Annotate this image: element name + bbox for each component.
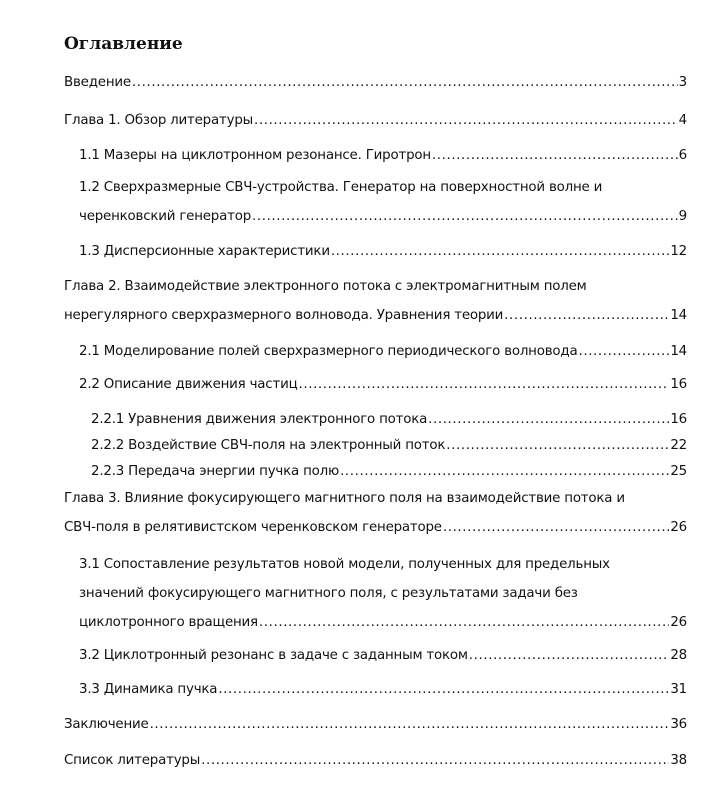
toc-page-number: 9 bbox=[678, 209, 687, 224]
toc-entry-text: 1.1 Мазеры на циклотронном резонансе. Гиротрон bbox=[79, 148, 431, 163]
toc-entry-3-2[interactable] bbox=[79, 641, 687, 670]
toc-entry-chapter-3[interactable] bbox=[64, 484, 687, 542]
leader-dots bbox=[299, 370, 670, 399]
toc-page-number: 22 bbox=[670, 438, 687, 453]
toc-entry-2-2-1[interactable] bbox=[91, 405, 687, 434]
toc-entry-chapter-1[interactable] bbox=[64, 106, 687, 135]
toc-entry-text: 2.2.2 Воздействие СВЧ-поля на электронный поток bbox=[91, 438, 446, 453]
toc-entry-1-3[interactable] bbox=[79, 237, 687, 266]
toc-entry-text: 2.2 Описание движения частиц bbox=[79, 377, 298, 392]
toc-entry-2-2-3[interactable] bbox=[91, 457, 687, 486]
toc-entry-1-1[interactable] bbox=[79, 141, 687, 170]
toc-entry-text: Список литературы bbox=[64, 753, 201, 768]
toc-entry-conclusion[interactable] bbox=[64, 710, 687, 739]
leader-dots bbox=[340, 457, 669, 486]
leader-dots bbox=[331, 237, 670, 266]
leader-dots bbox=[469, 641, 670, 670]
toc-entry-text: Глава 2. Взаимодействие электронного потока с электромагнитным полем bbox=[64, 279, 587, 294]
toc-entry-text: Введение bbox=[64, 75, 131, 90]
toc-entry-text: 2.2.1 Уравнения движения электронного потока bbox=[91, 412, 428, 427]
leader-dots bbox=[443, 513, 670, 542]
toc-entry-text: значений фокусирующего магнитного поля, с результатами задачи без bbox=[79, 586, 578, 601]
leader-dots bbox=[201, 746, 669, 775]
toc-page-number: 16 bbox=[670, 377, 687, 392]
toc-page-number: 26 bbox=[670, 520, 687, 535]
toc-page-number: 14 bbox=[670, 344, 687, 359]
toc-entry-text: СВЧ-поля в релятивистском черенковском генераторе bbox=[64, 520, 442, 535]
leader-dots bbox=[150, 710, 670, 739]
toc-entry-references[interactable] bbox=[64, 746, 687, 775]
toc-page-number: 38 bbox=[670, 753, 687, 768]
toc-entry-text: 1.3 Дисперсионные характеристики bbox=[79, 244, 330, 259]
leader-dots bbox=[254, 106, 678, 135]
toc-entry-3-1[interactable] bbox=[79, 550, 687, 637]
toc-page-number: 26 bbox=[670, 615, 687, 630]
toc-page-number: 25 bbox=[670, 464, 687, 479]
toc-entry-2-2-2[interactable] bbox=[91, 431, 687, 460]
toc-entry-text: Глава 3. Влияние фокусирующего магнитного поля на взаимодействие потока и bbox=[64, 491, 625, 506]
toc-entry-text: 1.2 Сверхразмерные СВЧ-устройства. Генератор на поверхностной волне и bbox=[79, 180, 603, 195]
toc-entry-text: циклотронного вращения bbox=[79, 615, 258, 630]
toc-entry-1-2[interactable] bbox=[79, 173, 687, 231]
toc-entry-chapter-2[interactable] bbox=[64, 272, 687, 330]
leader-dots bbox=[252, 202, 678, 231]
toc-entry-text: Глава 1. Обзор литературы bbox=[64, 113, 253, 128]
toc-entry-3-3[interactable] bbox=[79, 675, 687, 704]
toc-page-number: 28 bbox=[670, 648, 687, 663]
leader-dots bbox=[432, 141, 678, 170]
toc-entry-text: Заключение bbox=[64, 717, 149, 732]
toc-page-number: 36 bbox=[670, 717, 687, 732]
leader-dots bbox=[578, 337, 669, 366]
toc-entry-2-2[interactable] bbox=[79, 370, 687, 399]
toc-page-number: 14 bbox=[670, 308, 687, 323]
toc-entry-text: 3.3 Динамика пучка bbox=[79, 682, 218, 697]
leader-dots bbox=[428, 405, 669, 434]
toc-entry-introduction[interactable] bbox=[64, 68, 687, 97]
toc-title: Оглавление bbox=[64, 34, 183, 54]
leader-dots bbox=[259, 608, 669, 637]
toc-entry-text: 3.2 Циклотронный резонанс в задаче с заданным током bbox=[79, 648, 468, 663]
toc-page-number: 6 bbox=[678, 148, 687, 163]
toc-entry-text: черенковский генератор bbox=[79, 209, 251, 224]
leader-dots bbox=[446, 431, 669, 460]
toc-page-number: 3 bbox=[678, 75, 687, 90]
toc-entry-2-1[interactable] bbox=[79, 337, 687, 366]
toc-entry-text: 2.2.3 Передача энергии пучка полю bbox=[91, 464, 340, 479]
toc-entry-text: нерегулярного сверхразмерного волновода. Уравнения теории bbox=[64, 308, 504, 323]
leader-dots bbox=[218, 675, 669, 704]
leader-dots bbox=[504, 301, 669, 330]
toc-page-number: 12 bbox=[670, 244, 687, 259]
toc-entry-text: 3.1 Сопоставление результатов новой модели, полученных для предельных bbox=[79, 557, 610, 572]
toc-page-number: 31 bbox=[670, 682, 687, 697]
leader-dots bbox=[132, 68, 678, 97]
toc-entry-text: 2.1 Моделирование полей сверхразмерного периодического волновода bbox=[79, 344, 578, 359]
toc-page-number: 4 bbox=[678, 113, 687, 128]
toc-page-number: 16 bbox=[670, 412, 687, 427]
